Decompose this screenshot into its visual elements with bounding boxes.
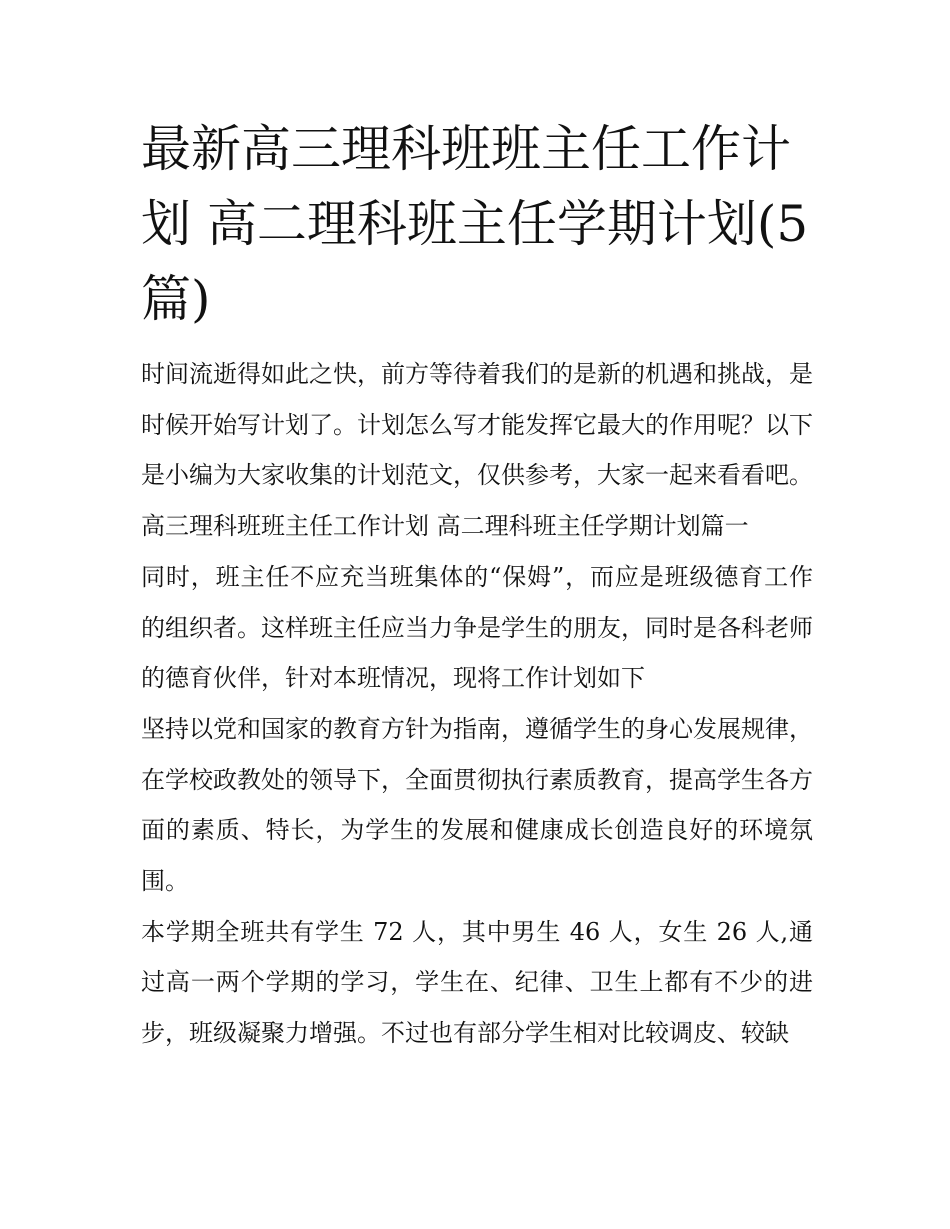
body-paragraph: 本学期全班共有学生 72 人，其中男生 46 人，女生 26 人,通过高一两个学期的学习，学生在、纪律、卫生上都有不少的进步，班级凝聚力增强。不过也有部分学生相对比较调皮、较缺: [141, 917, 813, 1048]
body-paragraph: 同时，班主任不应充当班集体的“保姆”，而应是班级德育工作的组织者。这样班主任应当力争是学生的朋友，同时是各科老师的德育伙伴，针对本班情况，现将工作计划如下: [141, 562, 813, 693]
document-body: [141, 349, 813, 1059]
section-heading: 高三理科班班主任工作计划 高二理科班主任学期计划篇一: [141, 512, 749, 541]
intro-paragraph: 时间流逝得如此之快，前方等待着我们的是新的机遇和挑战，是时候开始写计划了。计划怎么写才能发挥它最大的作用呢？以下是小编为大家收集的计划范文，仅供参考，大家一起来看看吧。: [141, 360, 813, 490]
document-page: [141, 112, 813, 1059]
body-paragraph: 坚持以党和国家的教育方针为指南，遵循学生的身心发展规律，在学校政教处的领导下，全面贯彻执行素质教育，提高学生各方面的素质、特长，为学生的发展和健康成长创造良好的环境氛围。: [141, 714, 813, 896]
document-title: 最新高三理科班班主任工作计划 高二理科班主任学期计划(5篇): [141, 120, 809, 328]
